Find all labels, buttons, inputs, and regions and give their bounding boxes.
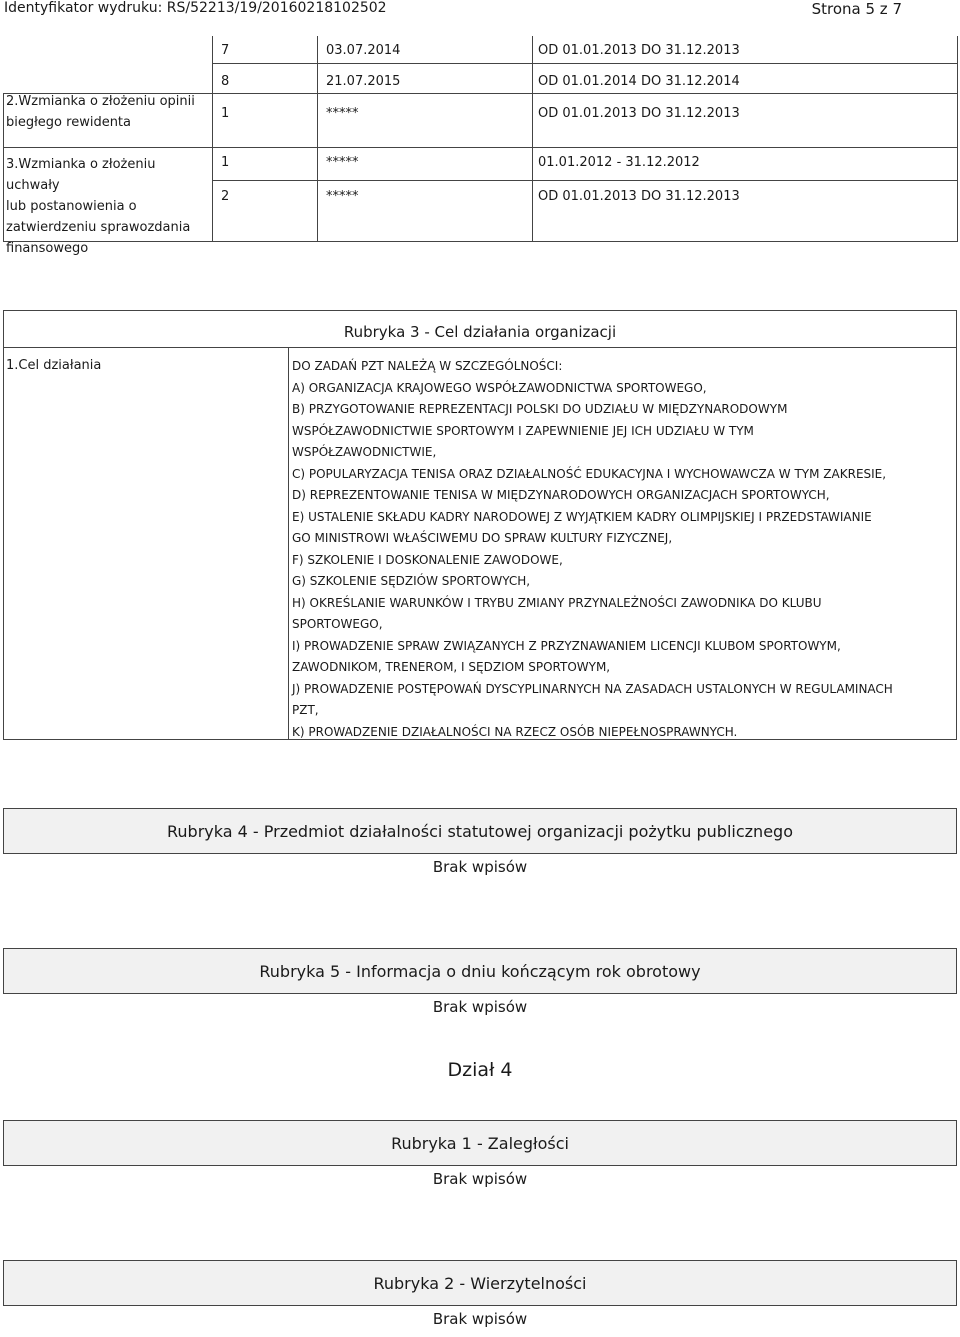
label-line: zatwierdzeniu sprawozdania [6,220,191,235]
row-period: OD 01.01.2014 DO 31.12.2014 [538,74,740,89]
row-stars: ***** [326,189,359,204]
row-period: 01.01.2012 - 31.12.2012 [538,155,700,170]
text-line: DO ZADAŃ PZT NALEŻĄ W SZCZEGÓLNOŚCI: [292,359,563,373]
label-line: finansowego [6,241,89,256]
empty-entries: Brak wpisów [432,858,528,876]
row-number: 1 [221,155,230,170]
row-period: OD 01.01.2013 DO 31.12.2013 [538,106,740,121]
text-line: J) PROWADZENIE POSTĘPOWAŃ DYSCYPLINARNYCH NA ZASADACH USTALONYCH W REGULAMINACH [292,681,893,696]
rubryka-4-title: Rubryka 4 - Przedmiot działalności statutowej organizacji pożytku publicznego [3,808,957,854]
row-date: 21.07.2015 [326,74,401,89]
rubryka-2-title: Rubryka 2 - Wierzytelności [3,1260,957,1306]
row-number: 1 [221,106,230,121]
field-label: 1.Cel działania [6,358,102,373]
row-date: 03.07.2014 [326,43,401,58]
empty-entries: Brak wpisów [432,1310,528,1328]
section-title: Dział 4 [447,1059,513,1081]
row-period: OD 01.01.2013 DO 31.12.2013 [538,189,740,204]
row-number: 2 [221,189,230,204]
rubryka-title: Rubryka 3 - Cel działania organizacji [343,323,617,341]
text-line: ZAWODNIKOM, TRENEROM, I SĘDZIOM SPORTOWYM, [292,660,611,674]
text-line: PZT, [292,703,319,717]
text-line: G) SZKOLENIE SĘDZIÓW SPORTOWYCH, [292,574,531,588]
label-line: 3.Wzmianka o złożeniu uchwały [6,157,156,193]
text-line: H) OKREŚLANIE WARUNKÓW I TRYBU ZMIANY PRZYNALEŻNOŚCI ZAWODNIKA DO KLUBU [292,595,822,610]
text-line: B) PRZYGOTOWANIE REPREZENTACJI POLSKI DO UDZIAŁU W MIĘDZYNARODOWYM [292,402,788,416]
rubryka-1-title: Rubryka 1 - Zaległości [3,1120,957,1166]
text-line: A) ORGANIZACJA KRAJOWEGO WSPÓŁZAWODNICTWA SPORTOWEGO, [292,380,707,395]
section-label-opinion [6,91,211,133]
printout-id: Identyfikator wydruku: RS/52213/19/20160218102502 [4,0,387,16]
text-line: F) SZKOLENIE I DOSKONALENIE ZAWODOWE, [292,552,563,567]
label-line: biegłego rewidenta [6,115,131,130]
text-line: SPORTOWEGO, [292,617,383,631]
row-period: OD 01.01.2013 DO 31.12.2013 [538,43,740,58]
empty-entries: Brak wpisów [432,998,528,1016]
text-line: WSPÓŁZAWODNICTWIE, [292,445,437,459]
section-label-resolution [6,154,211,259]
rubryka-3 [3,310,957,740]
text-line: GO MINISTROWI WŁAŚCIWEMU DO SPRAW KULTURY FIZYCZNEJ, [292,531,673,545]
goal-text [292,356,957,743]
reports-table [3,36,958,256]
row-stars: ***** [326,106,359,121]
row-number: 7 [221,43,230,58]
text-line: E) USTALENIE SKŁADU KADRY NARODOWEJ Z WYJĄTKIEM KADRY OLIMPIJSKIEJ I PRZEDSTAWIANIE [292,509,872,524]
text-line: D) REPREZENTOWANIE TENISA W MIĘDZYNARODOWYCH ORGANIZACJACH SPORTOWYCH, [292,488,830,502]
label-line: 2.Wzmianka o złożeniu opinii [6,94,195,109]
text-line: K) PROWADZENIE DZIAŁALNOŚCI NA RZECZ OSÓB NIEPEŁNOSPRAWNYCH. [292,724,738,739]
row-stars: ***** [326,155,359,170]
page-number: Strona 5 z 7 [811,0,902,18]
rubryka-5-title: Rubryka 5 - Informacja o dniu kończącym rok obrotowy [3,948,957,994]
empty-entries: Brak wpisów [432,1170,528,1188]
row-number: 8 [221,74,230,89]
label-line: lub postanowienia o [6,199,137,214]
text-line: WSPÓŁZAWODNICTWIE SPORTOWYM I ZAPEWNIENIE JEJ ICH UDZIAŁU W TYM [292,423,754,438]
text-line: C) POPULARYZACJA TENISA ORAZ DZIAŁALNOŚĆ EDUKACYJNA I WYCHOWAWCZA W TYM ZAKRESIE, [292,466,887,481]
text-line: I) PROWADZENIE SPRAW ZWIĄZANYCH Z PRZYZNAWANIEM LICENCJI KLUBOM SPORTOWYM, [292,638,841,653]
